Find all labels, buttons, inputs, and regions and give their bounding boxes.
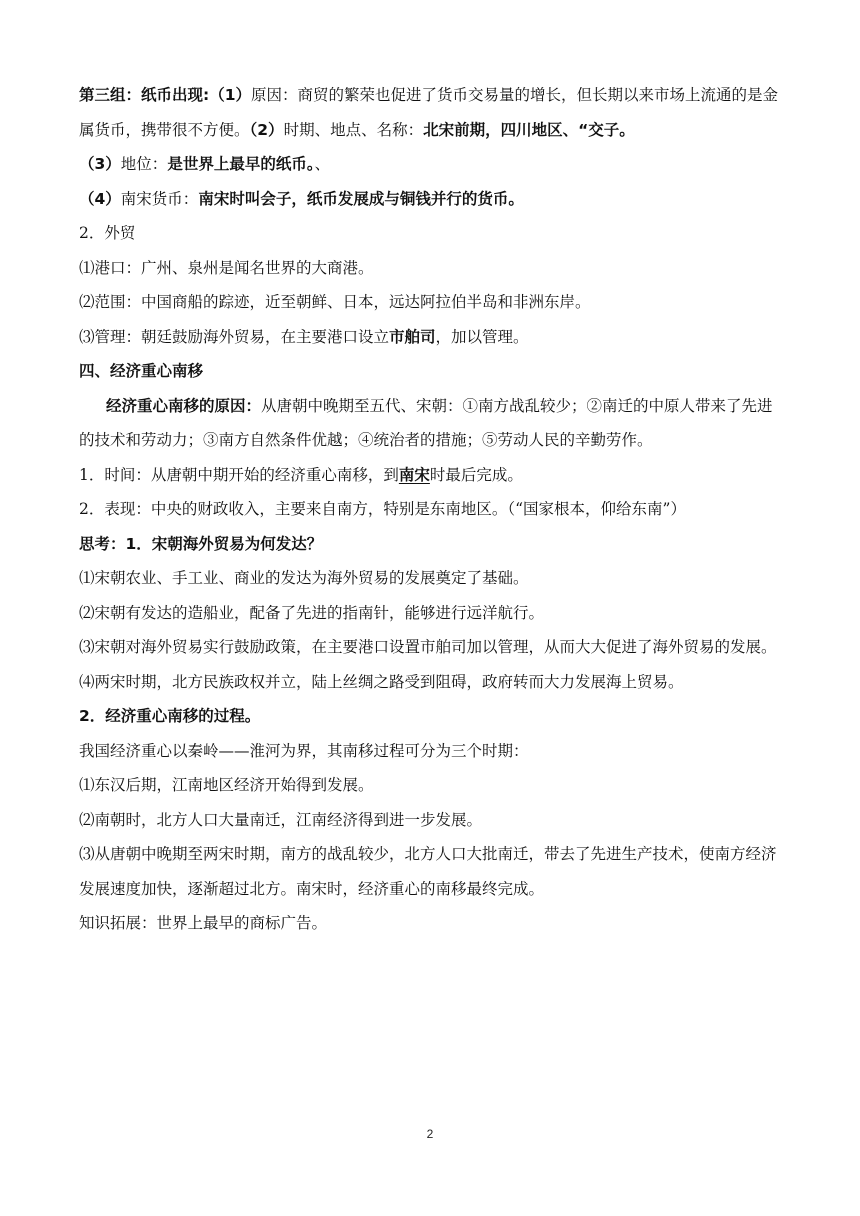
trade-management-prefix: ⑶管理：朝廷鼓励海外贸易，在主要港口设立: [79, 327, 390, 346]
group3-currency-line: [79, 182, 787, 217]
trade-heading: 2．外贸: [79, 224, 136, 242]
think-answer-2: ⑵宋朝有发达的造船业，配备了先进的指南针，能够进行远洋航行。: [79, 603, 545, 622]
trade-scope: ⑵范围：中国商船的踪迹，近至朝鲜、日本，远达阿拉伯半岛和非洲东岸。: [79, 293, 591, 311]
think-question-2: 2．经济重心南移的过程。: [79, 707, 261, 725]
group3-reason: 原因：商贸的繁荣也促进了货币交易量的增长，但长期以来市场上流通的是金属货币，携带很不方便。: [79, 86, 779, 139]
process-stage-1: ⑴东汉后期，江南地区经济开始得到发展。: [79, 776, 374, 794]
shift-reason-text: 从唐朝中晚期至五代、宋朝：①南方战乱较少；②南迁的中原人带来了先进的技术和劳动力；③南方自然条件优越；④统治者的措施；⑤劳动人民的辛勤劳作。: [79, 396, 773, 449]
trade-management-highlight: 市舶司: [389, 327, 436, 346]
trade-port: ⑴港口：广州、泉州是闻名世界的大商港。: [79, 258, 374, 277]
process-intro: 我国经济重心以秦岭——淮河为界，其南移过程可分为三个时期：: [79, 741, 529, 760]
time-place-name-answer: 北宋前期，四川地区、“交子。: [423, 120, 635, 139]
group3-status-line: [79, 147, 787, 182]
item-marker-3: （3）: [79, 155, 121, 173]
group3-paragraph: [79, 78, 787, 147]
knowledge-extension: 知识拓展：世界上最早的商标广告。: [79, 914, 328, 932]
status-answer: 是世界上最早的纸币。: [167, 155, 315, 173]
time-place-name-label: 时期、地点、名称：: [283, 120, 424, 139]
item-marker-4: （4）: [79, 189, 121, 208]
trade-management-suffix: ，加以管理。: [435, 327, 529, 346]
section-four-heading: 四、经济重心南移: [79, 362, 204, 380]
shift-time-suffix: 时最后完成。: [429, 465, 523, 484]
item-marker-1: （1）: [209, 86, 251, 104]
shift-reason-paragraph: [79, 389, 787, 458]
southern-currency-answer: 南宋时叫会子，纸币发展成与铜钱并行的货币。: [198, 189, 524, 208]
think-answer-3: ⑶宋朝对海外贸易实行鼓励政策，在主要港口设置市舶司加以管理，从而大大促进了海外贸易的发展。: [79, 638, 777, 656]
trade-management: [79, 320, 787, 355]
think-answer-1: ⑴宋朝农业、手工业、商业的发达为海外贸易的发展奠定了基础。: [79, 569, 529, 587]
document-body: [79, 78, 787, 941]
think-answer-4: ⑷两宋时期，北方民族政权并立，陆上丝绸之路受到阻碍，政府转而大力发展海上贸易。: [79, 672, 684, 691]
shift-time-prefix: 1．时间：从唐朝中期开始的经济重心南移，到: [79, 465, 399, 484]
item-marker-2: （2）: [249, 120, 284, 139]
group3-label: 第三组：纸币出现:: [79, 86, 210, 104]
shift-time: [79, 458, 787, 493]
southern-currency-label: 南宋货币：: [120, 189, 199, 208]
status-trail: 、: [314, 155, 331, 173]
shift-performance: 2．表现：中央的财政收入，主要来自南方，特别是东南地区。（“国家根本，仰给东南”）: [79, 500, 686, 518]
status-label: 地位：: [120, 155, 168, 173]
shift-time-highlight: 南宋: [398, 465, 430, 484]
process-stage-2: ⑵南朝时，北方人口大量南迁，江南经济得到进一步发展。: [79, 810, 483, 829]
process-stage-3: ⑶从唐朝中晚期至两宋时期，南方的战乱较少，北方人口大批南迁，带去了先进生产技术，使南方经济发展速度加快，逐渐超过北方。南宋时，经济重心的南移最终完成。: [79, 845, 777, 898]
page-number: 2: [426, 1127, 434, 1141]
shift-reason-label: 经济重心南移的原因：: [106, 396, 262, 415]
think-question-1: 思考：1．宋朝海外贸易为何发达？: [79, 534, 323, 553]
